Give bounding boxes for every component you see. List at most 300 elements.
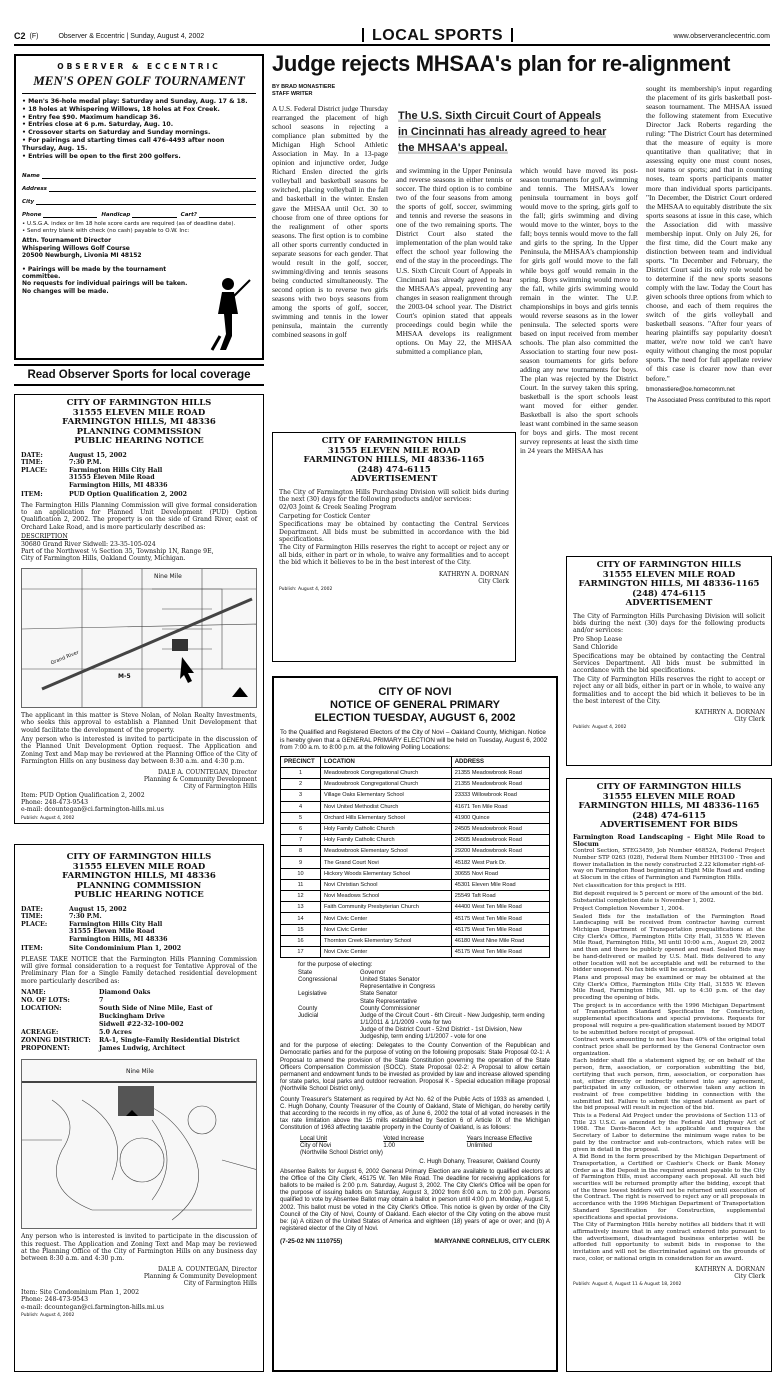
page-number: C2 bbox=[14, 31, 26, 41]
table-row bbox=[281, 891, 550, 902]
office-name: State Representative bbox=[360, 997, 417, 1005]
item-value: PUD Option Qualification 2, 2002 bbox=[69, 491, 188, 498]
table-row bbox=[281, 779, 550, 790]
table-cell: 12 bbox=[281, 891, 321, 902]
detail-value: South Side of Nine Mile, East of Buckingham Drive bbox=[99, 1005, 213, 1021]
polling-locations-table bbox=[280, 756, 550, 958]
header-line: CITY OF FARMINGTON HILLS bbox=[596, 782, 742, 792]
form-field[interactable] bbox=[101, 212, 176, 218]
body-line: Carpeting for Costick Center bbox=[279, 512, 371, 520]
golf-info-item: • For pairings and starting times call 476-4493 after noon Thursday, Aug. 15. bbox=[22, 136, 225, 152]
byline-line: BY BRAD MONASTIERE bbox=[272, 84, 336, 90]
form-field[interactable] bbox=[181, 212, 256, 218]
table-row bbox=[281, 946, 550, 957]
form-field-label: Cart? bbox=[180, 212, 197, 219]
fine-print-line: • U.S.G.A. index or lim 18 hole score cards are required (as of deadline date). bbox=[22, 221, 236, 228]
map-drawing bbox=[22, 1060, 257, 1229]
table-cell: Thornton Creek Elementary School bbox=[321, 935, 452, 946]
clerk-signature bbox=[279, 571, 509, 585]
detail-label: PROPONENT: bbox=[21, 1045, 70, 1053]
golf-info-item: • Crossover starts on Saturday and Sunday mornings. bbox=[22, 129, 211, 137]
detail-row bbox=[21, 1037, 257, 1045]
signature-line: DALE A. COUNTEGAN, Director bbox=[158, 1265, 257, 1273]
table-cell: 45301 Eleven Mile Road bbox=[451, 879, 549, 890]
table-row bbox=[281, 812, 550, 823]
detail-row bbox=[21, 989, 257, 997]
body-line: Specifications may be obtained by contacting the Central Services Department. All bids must be submitted in accordance with the bid specifications. bbox=[279, 521, 509, 543]
tax-column-header: Local Unit bbox=[300, 1134, 328, 1142]
place-line: 31555 Eleven Mile Road bbox=[69, 474, 155, 481]
table-cell: Orchard Hills Elementary School bbox=[321, 812, 452, 823]
contact-info bbox=[21, 1289, 257, 1311]
header-line: CITY OF FARMINGTON HILLS bbox=[321, 436, 467, 446]
fine-print-line: • Send entry blank with check (no cash) payable to O.W. Inc: bbox=[22, 228, 190, 235]
notice-body: The Farmington Hills Planning Commission will give formal consideration to an application for Planned Unit Development (PUD) Option Qualification 2, 2002. The property is on the side of Grand River, east of Orchard Lake Road, and is more particularly described as: bbox=[21, 501, 257, 531]
signature-line: City Clerk bbox=[734, 716, 765, 724]
form-row bbox=[22, 205, 256, 218]
header-line: (248) 474-6115 bbox=[632, 588, 706, 599]
map-drawing bbox=[22, 569, 257, 708]
header-line: CITY OF FARMINGTON HILLS bbox=[596, 560, 742, 570]
golf-items bbox=[22, 98, 256, 160]
golf-entry-form bbox=[22, 166, 256, 218]
table-cell: 16 bbox=[281, 935, 321, 946]
masthead: Observer & Eccentric | Sunday, August 4, 2002 bbox=[58, 32, 205, 40]
header-line: PLANNING COMMISSION bbox=[76, 426, 202, 437]
form-field-line bbox=[49, 186, 256, 192]
table-cell: Holy Family Catholic Church bbox=[321, 823, 452, 834]
edition: (F) bbox=[29, 32, 39, 40]
contact-line: Item: PUD Option Qualification 2, 2002 bbox=[21, 791, 145, 799]
signature-line: KATHRYN A. DORNAN bbox=[694, 709, 765, 717]
detail-value: Diamond Oaks bbox=[99, 989, 151, 997]
contact-info bbox=[21, 792, 257, 814]
detail-row bbox=[21, 1021, 257, 1029]
author-email[interactable]: bmonastiere@oe.homecomm.net bbox=[646, 386, 735, 393]
form-field-line bbox=[36, 199, 256, 205]
office-level bbox=[298, 1026, 360, 1040]
footer-line: No requests for individual pairings will be taken. bbox=[22, 280, 188, 288]
item-value: Site Condominium Plan 1, 2002 bbox=[69, 945, 182, 952]
table-cell: 44400 West Ten Mile Road bbox=[451, 902, 549, 913]
table-cell: Novi Christian School bbox=[321, 879, 452, 890]
time-value: 7:30 P.M. bbox=[69, 913, 102, 920]
novi-election-notice bbox=[272, 676, 558, 1372]
signature-line: City Clerk bbox=[478, 577, 509, 585]
farmington-pud-notice bbox=[14, 394, 264, 824]
clerk-signature bbox=[573, 709, 765, 723]
table-cell: 21355 Meadowbrook Road bbox=[451, 767, 549, 778]
table-cell: Meadowbrook Congregational Church bbox=[321, 779, 452, 790]
article-column-2 bbox=[396, 166, 512, 416]
place-line: Farmington Hills City Hall bbox=[69, 466, 163, 474]
table-cell: 6 bbox=[281, 823, 321, 834]
farmington-bid-ad-2 bbox=[566, 556, 772, 766]
body-line: Substantial completion date is November 1, 2002. bbox=[573, 898, 716, 905]
ad-header bbox=[573, 561, 765, 609]
signature-line: KATHRYN A. DORNAN bbox=[438, 570, 509, 578]
table-cell: 45175 West Ten Mile Road bbox=[451, 946, 549, 957]
clerk-name: MARYANNE CORNELIUS, CITY CLERK bbox=[434, 1238, 550, 1246]
table-cell: Faith Community Presbyterian Church bbox=[321, 902, 452, 913]
header-line: 31555 ELEVEN MILE ROAD bbox=[602, 791, 736, 802]
subdivision-map bbox=[21, 1059, 257, 1229]
table-cell: 15 bbox=[281, 924, 321, 935]
credit-line: The Associated Press contributed to this report bbox=[646, 397, 771, 404]
table-cell: 5 bbox=[281, 812, 321, 823]
office-name: Judge of the District Court - 52nd District - 1st Division, New Judgeship, term ending 1/1/2007 - vote for one bbox=[360, 1025, 522, 1040]
golf-info-item: • Entries will be open to the first 200 golfers. bbox=[22, 152, 181, 160]
golf-info-item: • Men's 36-hole medal play: Saturday and Sunday, Aug. 17 & 18. bbox=[22, 98, 248, 105]
description-line: Part of the Northwest ¼ Section 35, Township 1N, Range 9E, bbox=[21, 547, 214, 555]
body-line: Each bidder shall file a statement signed by, or on behalf of the person, firm, association, or corporation submitting the bid, certifying that such person, firm, association, or corporation has not, either directly or indirectly entered into any agreement, participated in any collusion, or otherwise taken any action in restraint of free competitive bidding in connection with the submitted bid. Failure to submit the signed statement as part of the bid proposal will result in rejection of the bid. bbox=[573, 1058, 765, 1112]
office-level bbox=[298, 998, 360, 1005]
header-line: PLANNING COMMISSION bbox=[76, 880, 202, 891]
date-value: August 15, 2002 bbox=[69, 905, 127, 913]
table-row bbox=[281, 801, 550, 812]
table-cell: 45175 West Ten Mile Road bbox=[451, 924, 549, 935]
table-row bbox=[281, 913, 550, 924]
address-line: Attn. Tournament Director bbox=[22, 237, 112, 245]
place-line: Farmington Hills, MI 48336 bbox=[69, 935, 168, 943]
detail-label: ZONING DISTRICT: bbox=[21, 1037, 91, 1045]
publish-date: Publish: August 4, 2002 bbox=[21, 815, 75, 821]
publish-date: Publish: August 4, 2002 bbox=[573, 725, 627, 731]
form-row bbox=[22, 166, 256, 179]
column-text: A U.S. Federal District judge Thursday rearranged the placement of high school seasons in rejecting a compliance plan submitted by the Michigan High School Athletic Association in May. In a 13-page opinion and injunctive order, Judge Richard Enslen directed the girls volleyball and basketball seasons be switched, placing volleyball in the fall and basketball in the winter. Enslen gave the MHSAA until Oct. 30 to choose from one of three options for the realignment of other sports seasons. The first option is to combine all other sports currently conducted in separate seasons for each gender. That would result in the golf, soccer, swimming/diving and tennis seasons being conducted simultaneously. The second option is to reverse two girls seasons with two boys seasons from among the sports of golf, soccer, swimming and tennis in the lower peninsula, maintain the currently combined seasons in golf bbox=[272, 104, 388, 340]
header-line: ADVERTISEMENT FOR BIDS bbox=[600, 820, 738, 830]
ad-body bbox=[279, 489, 509, 567]
tax-column-header: Years Increase Effective bbox=[466, 1134, 533, 1142]
director-signature bbox=[21, 1266, 257, 1287]
contact-line: e-mail: dcountegan@ci.farmington-hills.mi.us bbox=[21, 1303, 164, 1311]
column-text: sought its membership's input regarding the placement of its girls basketball post-season tournament. The MHSAA issued the following statement from Executive Director Jack Roberts regarding the ruling: "The District Court has determined that the measure of equity is more quantitative than qualitative; that in assessing equity one must count noses, not teams or sports; and that in counting noses, team sports participants matter more than individual sports participants. "In December, the District Court ordered the MHSAA to equitably distribute the six sports seasons at issue in this case, which the Association did with massive membership input. Only on July 26, for the first time, did the Court make any distinction between team and individual sports. "In December and February, the District Court said its only role would be to determine if the new sports seasons comply with the law. Today the Court has given schools three options from which to choose, and each of them requires the switch of the girls volleyball and basketball seasons. "After four years of hearing plaintiffs say popularity doesn't matter, we're now told we can't have equity without changing the most popular sports. The need for full appellate review of this case is clearer now than ever before." bbox=[646, 84, 772, 383]
header-line: PUBLIC HEARING NOTICE bbox=[74, 436, 204, 446]
place-line: Farmington Hills, MI 48336 bbox=[69, 481, 168, 489]
place-label: PLACE: bbox=[21, 920, 48, 928]
table-cell: 1 bbox=[281, 767, 321, 778]
pull-quote-text: The U.S. Sixth Circuit Court of Appeals in Cincinnati has already agreed to hear the MHSAA's appeal. bbox=[398, 110, 607, 154]
date-label: DATE: bbox=[21, 905, 43, 913]
page-header bbox=[14, 28, 770, 46]
table-cell: Novi United Methodist Church bbox=[321, 801, 452, 812]
office-name: Judge of the Circuit Court - 6th Circuit - New Judgeship, term ending 1/1/2011 & 1/1/2009 - vote for two bbox=[360, 1011, 545, 1026]
table-cell: 13 bbox=[281, 902, 321, 913]
byline bbox=[272, 84, 388, 98]
table-cell: 25549 Taft Road bbox=[451, 891, 549, 902]
office-level bbox=[298, 983, 360, 990]
header-line: CITY OF NOVI bbox=[378, 686, 452, 698]
tax-column-header: Voted Increase bbox=[383, 1134, 424, 1142]
place-value bbox=[69, 467, 168, 490]
form-field[interactable] bbox=[22, 186, 256, 192]
novi-header bbox=[280, 686, 550, 725]
table-cell: 8 bbox=[281, 846, 321, 857]
tax-rate-table bbox=[300, 1135, 550, 1156]
golf-title: MEN'S OPEN GOLF TOURNAMENT bbox=[22, 73, 256, 94]
body-line: Plans and proposal may be examined or may be obtained at the City Clerk's Office, Farmington Hills City Hall, 31555 W. Eleven Mile Road, Farmington Hills, MI. up to 4:30 p.m. of the day preceding the opening of bids. bbox=[573, 974, 765, 1002]
tax-cell: Unlimited bbox=[466, 1141, 493, 1149]
header-line: ADVERTISEMENT bbox=[625, 598, 713, 608]
office-level: State bbox=[298, 969, 313, 977]
golf-fine-print bbox=[22, 221, 256, 235]
golf-address bbox=[22, 237, 256, 259]
date-label: DATE: bbox=[21, 451, 43, 459]
body-line: A Bid Bond in the form prescribed by the Michigan Department of Transportation, a Certified or Cashier's Check or Bank Money Order as a Bid Deposit in the required amount payable to the City of Farmington Hills, must accompany each proposal. All such bid securities will be returned promptly after the bidding, except that of the three lowest bidders will not be returned until execution of the Contract. The right is reserved to reject any or all proposals in accordance with the 1996 Michigan Department of Transportation Standard Specification for Construction, supplemental specifications and special provisions. bbox=[573, 1154, 765, 1221]
table-cell: 9 bbox=[281, 857, 321, 868]
header-line: ADVERTISEMENT bbox=[350, 474, 438, 484]
place-line: 31555 Eleven Mile Road bbox=[69, 928, 155, 935]
table-row bbox=[281, 835, 550, 846]
form-field-line bbox=[199, 212, 256, 218]
banner-text: Read Observer Sports for local coverage bbox=[27, 369, 251, 381]
byline-line: STAFF WRITER bbox=[272, 91, 313, 97]
tax-cell: City of Novi bbox=[300, 1141, 332, 1149]
signature-line: KATHRYN A. DORNAN bbox=[694, 1265, 765, 1273]
table-cell: 7 bbox=[281, 835, 321, 846]
office-row bbox=[280, 983, 550, 990]
article-column-1 bbox=[272, 84, 388, 414]
map-label-nine-mile: Nine Mile bbox=[154, 572, 182, 580]
publication-code: (7-25-02 NN 1110755) bbox=[280, 1238, 343, 1246]
description-label: DESCRIPTION bbox=[21, 533, 68, 541]
detail-value: James Ludwig, Architect bbox=[99, 1045, 186, 1053]
table-cell: 24505 Meadowbrook Road bbox=[451, 835, 549, 846]
section-title: LOCAL SPORTS bbox=[354, 27, 521, 45]
form-field-label: Handicap bbox=[101, 212, 131, 219]
article-column-3 bbox=[520, 166, 638, 541]
table-cell: The Grand Court Novi bbox=[321, 857, 452, 868]
table-cell: 2 bbox=[281, 779, 321, 790]
table-cell: 30655 Novi Road bbox=[451, 868, 549, 879]
form-field[interactable] bbox=[22, 212, 97, 218]
detail-row bbox=[21, 997, 257, 1005]
novi-intro: To the Qualified and Registered Electors of the City of Novi – Oakland County, Michigan. Notice is hereby given that a GENERAL PRIMARY ELECTION will be held on Tuesday, August 6, 2002 from 7:00 a.m. to 8:00 p.m. at the following Polling Locations: bbox=[280, 729, 548, 752]
site-url[interactable]: www.observeranclecentric.com bbox=[673, 32, 770, 40]
article-column-4 bbox=[646, 84, 772, 542]
golfer-illustration bbox=[198, 274, 254, 352]
table-row bbox=[281, 767, 550, 778]
form-field[interactable] bbox=[22, 173, 256, 179]
golf-footer bbox=[22, 266, 192, 296]
tax-cell: (Northville School District only) bbox=[300, 1148, 383, 1156]
table-cell: Novi Meadows School bbox=[321, 891, 452, 902]
office-level: County bbox=[298, 1004, 318, 1012]
body-line: Control Section, STEG3459, Job Number 46852A, Federal Project Number STP 0263 (028), Federal Item Number HH3100 - Tree and flower installation in the newly constructed 2.22 kilometer right-of-way on Farmington Road beginning at Eight Mile Road and ending at Slocum in the cities of Farmington and Farmington Hills. bbox=[573, 848, 765, 882]
time-label: TIME: bbox=[21, 913, 43, 920]
tax-header bbox=[300, 1135, 550, 1142]
description-line: 30680 Grand River Sidwell: 23-35-105-024 bbox=[21, 540, 156, 548]
description bbox=[21, 541, 257, 563]
table-row bbox=[281, 902, 550, 913]
detail-label: NAME: bbox=[21, 989, 46, 997]
header-line: FARMINGTON HILLS, MI 48336-1165 bbox=[303, 455, 485, 465]
map-label-m5: M-5 bbox=[118, 672, 131, 680]
form-field-label: City bbox=[22, 199, 35, 206]
detail-label: NO. OF LOTS: bbox=[21, 997, 70, 1005]
office-row bbox=[280, 1026, 550, 1040]
table-cell: 21355 Meadowbrook Road bbox=[451, 779, 549, 790]
signature-line: Planning & Community Development bbox=[143, 775, 257, 783]
time-value: 7:30 P.M. bbox=[69, 459, 102, 466]
header-line: (248) 474-6115 bbox=[632, 810, 706, 821]
body-line: Net classification for this project is HH. bbox=[573, 882, 686, 889]
form-field-label: Phone bbox=[22, 212, 42, 219]
farmington-site-condo-notice bbox=[14, 844, 264, 1372]
column-text: which would have moved its post-season tournaments for golf, swimming and tennis. The MHSAA's lower peninsula tournament in boys golf would move to the spring, girls golf to the fall; girls swimming and diving would move to the winter, boys to the fall; boys tennis would move to the fall and girls to the spring. In the Upper Peninsula, the MHSAA's championship for girls golf would move to the fall while boys golf would remain in the spring. Boys swimming would move to the fall, while girls swimming would remain in the winter. The U.P. championships in boys and girls tennis would reverse seasons as in the lower peninsula. The selected sports were based on input received from member schools. The plan also committed the Association to starting four new post-season tournaments for girls before adding any new tournaments for boys. The plan was rejected by the District Court. In the survey taken this spring, basketball is the sport schools least want moved for either gender. Basketball is also the sport schools least want combined in the same season for boys and girls. The most recent survey represents at least the sixth time in 24 years the MHSAA has bbox=[520, 166, 638, 456]
form-field[interactable] bbox=[22, 199, 256, 205]
table-cell: 14 bbox=[281, 913, 321, 924]
header-line: FARMINGTON HILLS, MI 48336 bbox=[62, 417, 216, 427]
offices-list bbox=[280, 969, 550, 1040]
absentee-text: Absentee Ballots for August 6, 2002 General Primary Election are available to qualified electors at the Office of the City Clerk, 45175 W. Ten Mile Road. The deadline for receiving applications for ballots to be mailed is 2:00 p.m. Saturday, August 3, 2002. The City Clerk's Office will be open for the purpose of issuing ballots on Saturday, August 3, 2002 from 8:00 a.m. to 2:00 p.m. Persons qualified to vote by Absentee Ballot may obtain a ballot in person until 4:00 p.m. Monday, August 5, 2002. This ballot must be voted in the City Clerk's Office. This notice is given by order of the City Council of the City of Novi, County of Oakland. Each elector of the City voting on the above must be: (a) A citizen of the United States of America and eighteen (18) years of age or over; and (b) A registered elector of the City of Novi. bbox=[280, 1167, 550, 1233]
office-row bbox=[280, 1012, 550, 1026]
time-label: TIME: bbox=[21, 459, 43, 466]
office-name: Governor bbox=[360, 969, 386, 977]
table-row bbox=[281, 857, 550, 868]
header-line: FARMINGTON HILLS, MI 48336-1165 bbox=[578, 579, 760, 589]
body-line: Contract work amounting to not less than 40% of the original total contract price shall be performed by the General Contractor own organization. bbox=[573, 1037, 765, 1057]
table-cell: Novi Civic Center bbox=[321, 946, 452, 957]
header-line: FARMINGTON HILLS, MI 48336-1165 bbox=[578, 801, 760, 811]
signature-line: City of Farmington Hills bbox=[183, 1279, 257, 1287]
location-map bbox=[21, 568, 257, 708]
treasurer-signature: C. Hugh Dohany, Treasurer, Oakland County bbox=[419, 1157, 540, 1165]
signature-line: DALE A. COUNTEGAN, Director bbox=[158, 768, 257, 776]
contact-line: e-mail: dcountegan@ci.farmington-hills.mi.us bbox=[21, 806, 164, 814]
item-label: ITEM: bbox=[21, 945, 43, 952]
header-line: ELECTION TUESDAY, AUGUST 6, 2002 bbox=[314, 712, 516, 724]
footer-line: No changes will be made. bbox=[22, 287, 109, 295]
table-header bbox=[281, 756, 550, 767]
table-cell: Holy Family Catholic Church bbox=[321, 835, 452, 846]
table-body bbox=[281, 767, 550, 957]
place-value bbox=[69, 921, 168, 944]
publish-date: Publish: August 4, 2002 bbox=[21, 1312, 75, 1318]
property-details bbox=[21, 989, 257, 1053]
office-row bbox=[280, 976, 550, 983]
header-line: 31555 ELEVEN MILE ROAD bbox=[327, 445, 461, 456]
table-cell: Novi Civic Center bbox=[321, 924, 452, 935]
column-text: and swimming in the Upper Peninsula and reverse seasons in either tennis or soccer. The third option is to combine two of the four seasons from among the sports of golf, soccer, swimming and tennis and reverse the seasons in one of the two remaining sports. The District Court also stated the implementation of the plan would take effect the school year following the end of the stay in the proceedings. The U.S. Sixth Circuit Court of Appeals in Cincinnati has already agreed to hear the MHSAA's appeal, preventing any changes in season realignment through the 2003-04 school year. The District Court's opinion stated that appeals proceedings could begin while the MHSAA develops its realignment options. On May 22, the MHSAA submitted a compliance plan, bbox=[396, 166, 512, 356]
detail-label bbox=[21, 1021, 99, 1029]
item-label: ITEM: bbox=[21, 491, 43, 498]
purpose-line: for the purpose of electing: bbox=[298, 961, 373, 969]
office-row bbox=[280, 990, 550, 997]
review-paragraph: Any person who is interested is invited to participate in the discussion of this request. The Application and Zoning Text and Map may be reviewed at the Planning Office of the City of Farmington Hills on any business day between 8:30 a.m. and 4:30 p.m. bbox=[21, 1233, 257, 1263]
contact-line: Item: Site Condominium Plan 1, 2002 bbox=[21, 1288, 140, 1296]
body-line: Specifications may be obtained by contacting the Central Services Department. All bids must be submitted in accordance with the bid specifications. bbox=[573, 652, 765, 675]
ad-body bbox=[573, 613, 765, 706]
body-line: The project is in accordance with the 1996 Michigan Department of Transportation Standard Specification for Construction, supplemental specifications and special provisions. Requests for proposal will require a pre-qualification statement issued by MDOT to be submitted before receipt of proposal. bbox=[573, 1002, 765, 1036]
form-field-label: Name bbox=[22, 173, 40, 180]
tax-cell bbox=[467, 1149, 550, 1156]
table-cell: 17 bbox=[281, 946, 321, 957]
farmington-landscaping-bid-ad bbox=[566, 778, 772, 1372]
publish-date: Publish: August 4, 2002 bbox=[279, 586, 333, 592]
contact-line: Phone: 248-473-9543 bbox=[21, 1296, 89, 1304]
clerk-signature bbox=[573, 1266, 765, 1280]
office-row bbox=[280, 969, 550, 976]
tax-cell bbox=[383, 1149, 466, 1156]
table-cell: Meadowbrook Congregational Church bbox=[321, 767, 452, 778]
tax-row bbox=[300, 1149, 550, 1156]
header-line: 31555 ELEVEN MILE ROAD bbox=[602, 569, 736, 580]
table-cell: Novi Civic Center bbox=[321, 913, 452, 924]
farmington-bid-ad-1 bbox=[272, 432, 516, 662]
detail-label: ACREAGE: bbox=[21, 1029, 59, 1037]
table-cell: Hickory Woods Elementary School bbox=[321, 868, 452, 879]
tax-row bbox=[300, 1142, 550, 1149]
body-line: Bid deposit required is 5 percent or more of the amount of the bid. bbox=[573, 890, 764, 897]
office-row bbox=[280, 998, 550, 1005]
table-cell: 23333 Willowbrook Road bbox=[451, 790, 549, 801]
read-observer-banner bbox=[14, 364, 264, 386]
place-label: PLACE: bbox=[21, 466, 48, 474]
body-line: 02/03 Joint & Creek Sealing Program bbox=[279, 504, 397, 512]
form-field-label: Address bbox=[22, 186, 47, 193]
table-cell: 46180 West Nine Mile Road bbox=[451, 935, 549, 946]
column-header: PRECINCT bbox=[281, 756, 321, 767]
description-line: City of Farmington Hills, Oakland County, Michigan. bbox=[21, 555, 186, 563]
detail-row bbox=[21, 1029, 257, 1037]
ad-body bbox=[573, 848, 765, 1262]
table-row bbox=[281, 823, 550, 834]
golf-tournament-ad bbox=[14, 54, 264, 360]
table-cell: 41671 Ten Mile Road bbox=[451, 801, 549, 812]
notice-header bbox=[21, 399, 257, 447]
signature-line: City Clerk bbox=[734, 1272, 765, 1280]
map-label-nine-mile: Nine Mile bbox=[126, 1068, 154, 1076]
table-cell: 4 bbox=[281, 801, 321, 812]
tax-cell: 1.00 bbox=[383, 1141, 396, 1149]
table-cell: Meadowbrook Elementary School bbox=[321, 846, 452, 857]
signature-line: City of Farmington Hills bbox=[183, 782, 257, 790]
header-line: CITY OF FARMINGTON HILLS bbox=[66, 398, 212, 408]
signature-line: Planning & Community Development bbox=[143, 1272, 257, 1280]
form-field-line bbox=[43, 212, 97, 218]
place-line: Farmington Hills City Hall bbox=[69, 920, 163, 928]
contact-line: Phone: 248-473-9543 bbox=[21, 799, 89, 806]
table-cell: 41900 Quince bbox=[451, 812, 549, 823]
notice-body: PLEASE TAKE NOTICE that the Farmington Hills Planning Commission will give formal consideration to a request for Tentative Approval of the Preliminary Plan for a Single Family detached residential development more particularly described as: bbox=[21, 955, 257, 985]
golf-brand: OBSERVER & ECCENTRIC bbox=[57, 62, 221, 71]
form-field-line bbox=[42, 173, 256, 179]
applicant-paragraph: The applicant in this matter is Steve Nolan, of Nolan Realty Investments, who seeks this approval to establish a Planned Unit Development that would facilitate the development of the property. bbox=[21, 711, 257, 734]
date-value: August 15, 2002 bbox=[69, 451, 127, 459]
notice-header bbox=[21, 853, 257, 901]
detail-value: RA-1, Single-Family Residential District bbox=[99, 1037, 240, 1045]
ad-subtitle: Farmington Road Landscaping – Eight Mile Road to Slocum bbox=[573, 833, 765, 848]
body-line: Sand Chloride bbox=[573, 644, 618, 652]
map-label-grand-river: Grand River bbox=[49, 649, 80, 667]
table-row bbox=[281, 879, 550, 890]
review-paragraph: Any person who is interested is invited to participate in the discussion of the Planned Unit Development Option request. The Application and Zoning Text and Map may be reviewed at the Planning Office of the City of Farmington Hills on any business day between 8:30 a.m. and 4:30 p.m. bbox=[21, 735, 257, 766]
office-name: United States Senator bbox=[360, 976, 420, 984]
footer-line: • Pairings will be made by the tournament committee. bbox=[22, 265, 167, 280]
table-row bbox=[281, 790, 550, 801]
header-line: NOTICE OF GENERAL PRIMARY bbox=[330, 699, 500, 711]
detail-value: 5.0 Acres bbox=[99, 1029, 132, 1037]
publish-date: Publish: August 4, August 11 & August 18, 2002 bbox=[573, 1281, 682, 1287]
table-row bbox=[281, 935, 550, 946]
table-cell: Village Oaks Elementary School bbox=[321, 790, 452, 801]
table-row bbox=[281, 868, 550, 879]
golf-info-item: • 18 holes at Whispering Willows, 18 holes at Fox Creek. bbox=[22, 105, 220, 113]
table-cell: 45182 West Park Dr. bbox=[451, 857, 549, 868]
table-cell: 3 bbox=[281, 790, 321, 801]
body-line: The City of Farmington Hills reserves the right to accept or reject any or all bids, either in part or in whole, to waive any formalities and to accept the bid which it believes to be in the best interest of the City. bbox=[573, 675, 765, 705]
